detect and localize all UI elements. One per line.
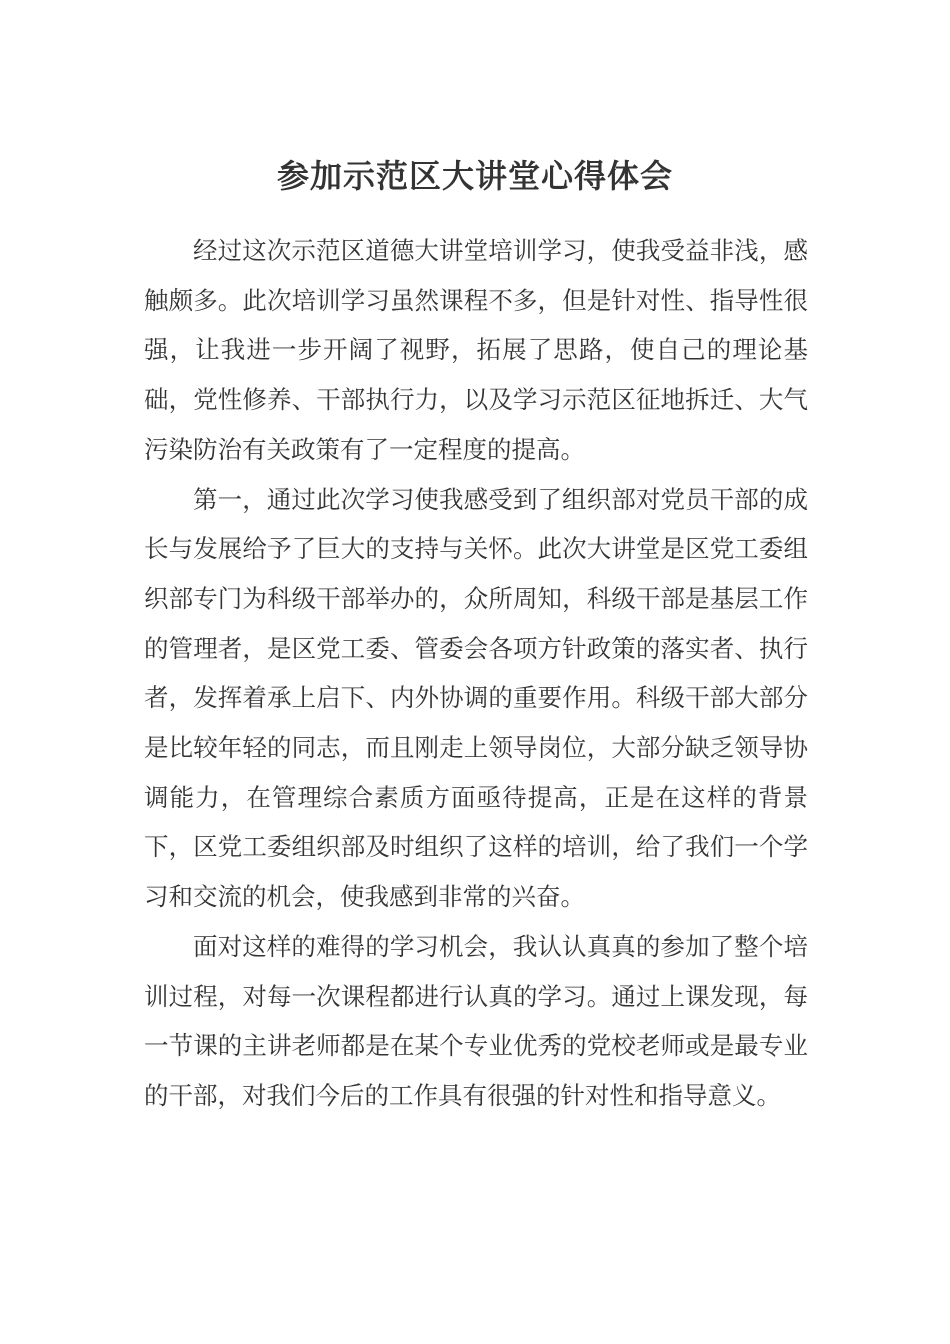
document-body (144, 226, 808, 1121)
paragraph-learning-opportunity: 面对这样的难得的学习机会，我认认真真的参加了整个培训过程，对每一次课程都进行认真的学习。通过上课发现，每一节课的主讲老师都是在某个专业优秀的党校老师或是最专业的干部，对我们今后的工作具有很强的针对性和指导意义。 (144, 931, 808, 1110)
paragraph-first-point: 第一，通过此次学习使我感受到了组织部对党员干部的成长与发展给予了巨大的支持与关怀。此次大讲堂是区党工委组织部专门为科级干部举办的，众所周知，科级干部是基层工作的管理者，是区党工委、管委会各项方针政策的落实者、执行者，发挥着承上启下、内外协调的重要作用。科级干部大部分是比较年轻的同志，而且刚走上领导岗位，大部分缺乏领导协调能力，在管理综合素质方面亟待提高，正是在这样的背景下，区党工委组织部及时组织了这样的培训，给了我们一个学习和交流的机会，使我感到非常的兴奋。 (144, 484, 808, 912)
document-title: 参加示范区大讲堂心得体会 (276, 157, 673, 195)
paragraph-intro: 经过这次示范区道德大讲堂培训学习，使我受益非浅，感触颇多。此次培训学习虽然课程不多，但是针对性、指导性很强，让我进一步开阔了视野，拓展了思路，使自己的理论基础，党性修养、干部执行力，以及学习示范区征地拆迁、大气污染防治有关政策有了一定程度的提高。 (144, 236, 808, 464)
